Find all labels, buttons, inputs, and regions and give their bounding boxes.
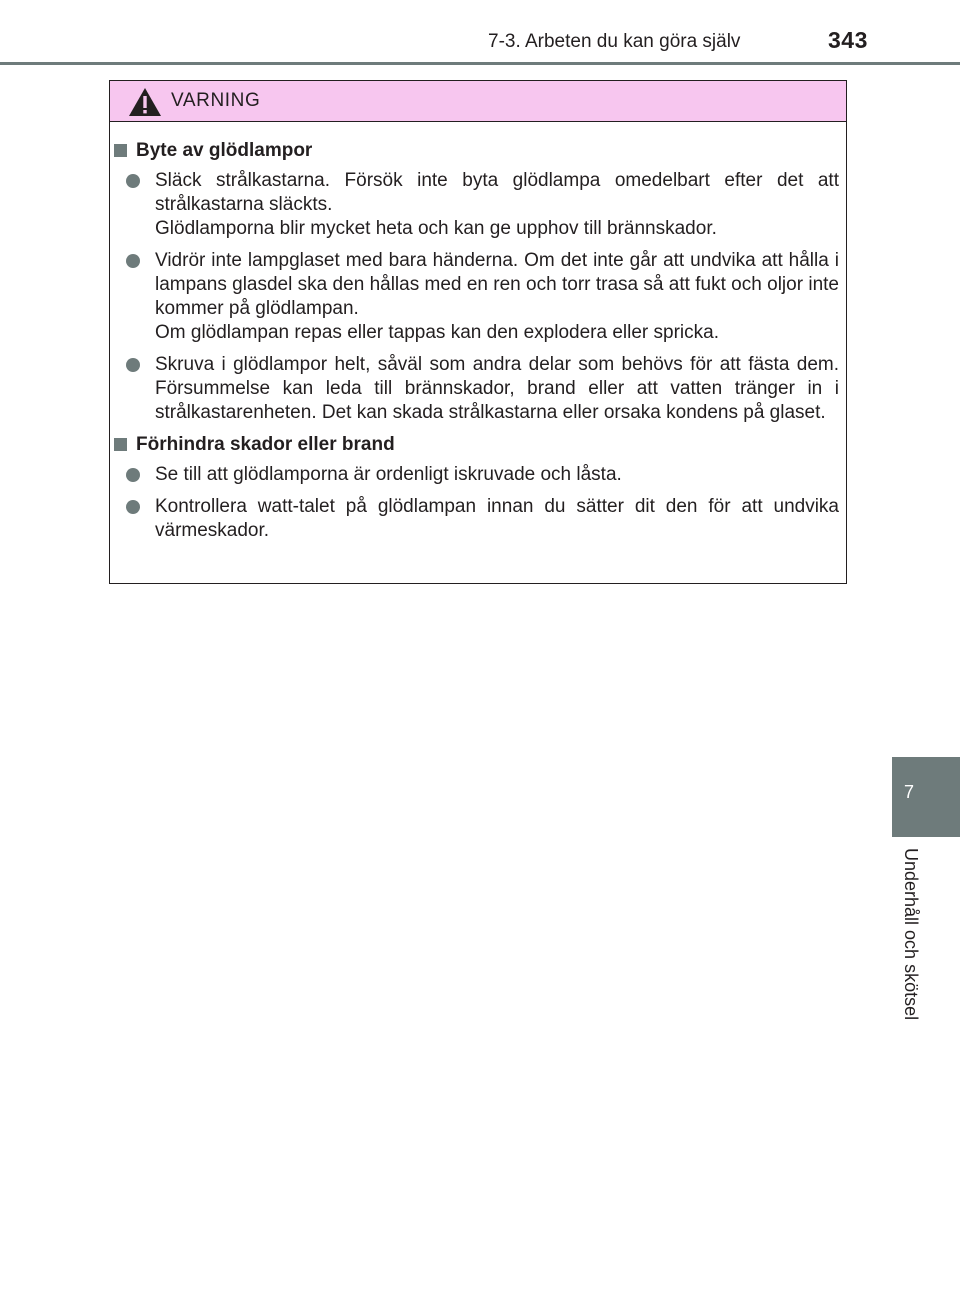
warning-section bbox=[110, 433, 848, 543]
header-divider bbox=[0, 62, 960, 65]
list-item bbox=[110, 169, 839, 241]
list-item bbox=[110, 463, 839, 487]
square-bullet-icon bbox=[114, 144, 127, 157]
header-section-title: 7-3. Arbeten du kan göra själv bbox=[488, 31, 741, 52]
section-heading-text: Förhindra skador eller brand bbox=[136, 434, 395, 455]
bullet-paragraph: Vidrör inte lampglaset med bara händerna. Om det inte går att undvika att hålla i lampans glasdel ska den hållas med en ren och torr trasa så att fukt och oljor inte kommer på glödlampan. bbox=[155, 250, 839, 319]
circle-bullet-icon bbox=[126, 358, 140, 372]
circle-bullet-icon bbox=[126, 174, 140, 188]
bullet-list bbox=[110, 169, 848, 425]
bullet-paragraph: Släck strålkastarna. Försök inte byta glödlampa omedelbart efter det att strålkastarna släckts. bbox=[155, 170, 839, 215]
list-item bbox=[110, 495, 839, 543]
chapter-tab bbox=[892, 757, 960, 837]
warning-triangle-icon bbox=[128, 87, 162, 117]
circle-bullet-icon bbox=[126, 468, 140, 482]
warning-box bbox=[109, 80, 847, 584]
page-number: 343 bbox=[828, 27, 868, 53]
chapter-number: 7 bbox=[903, 782, 914, 802]
list-item bbox=[110, 249, 839, 345]
list-item bbox=[110, 353, 839, 425]
warning-header bbox=[110, 81, 846, 122]
bullet-paragraph: Skruva i glödlampor helt, såväl som andra delar som behövs för att fästa dem. Försummelse kan leda till brännskador, brand eller att vatten tränger in i strålkastarenheten. Det kan skada strålkastarna eller orsaka kondens på glaset. bbox=[155, 354, 839, 423]
chapter-title: Underhåll och skötsel bbox=[901, 848, 921, 1021]
circle-bullet-icon bbox=[126, 254, 140, 268]
page-header bbox=[0, 0, 960, 64]
bullet-paragraph: Kontrollera watt-talet på glödlampan innan du sätter dit den för att undvika värmeskador. bbox=[155, 496, 839, 541]
bullet-paragraph: Om glödlampan repas eller tappas kan den explodera eller spricka. bbox=[155, 322, 719, 343]
warning-section bbox=[110, 139, 848, 425]
square-bullet-icon bbox=[114, 438, 127, 451]
circle-bullet-icon bbox=[126, 500, 140, 514]
section-heading bbox=[110, 139, 848, 163]
section-heading bbox=[110, 433, 848, 457]
section-heading-text: Byte av glödlampor bbox=[136, 140, 313, 161]
bullet-paragraph: Glödlamporna blir mycket heta och kan ge upphov till brännskador. bbox=[155, 218, 717, 239]
warning-body bbox=[110, 139, 848, 551]
bullet-paragraph: Se till att glödlamporna är ordenligt iskruvade och låsta. bbox=[155, 464, 622, 485]
bullet-list bbox=[110, 463, 848, 543]
warning-label: VARNING bbox=[171, 90, 261, 111]
